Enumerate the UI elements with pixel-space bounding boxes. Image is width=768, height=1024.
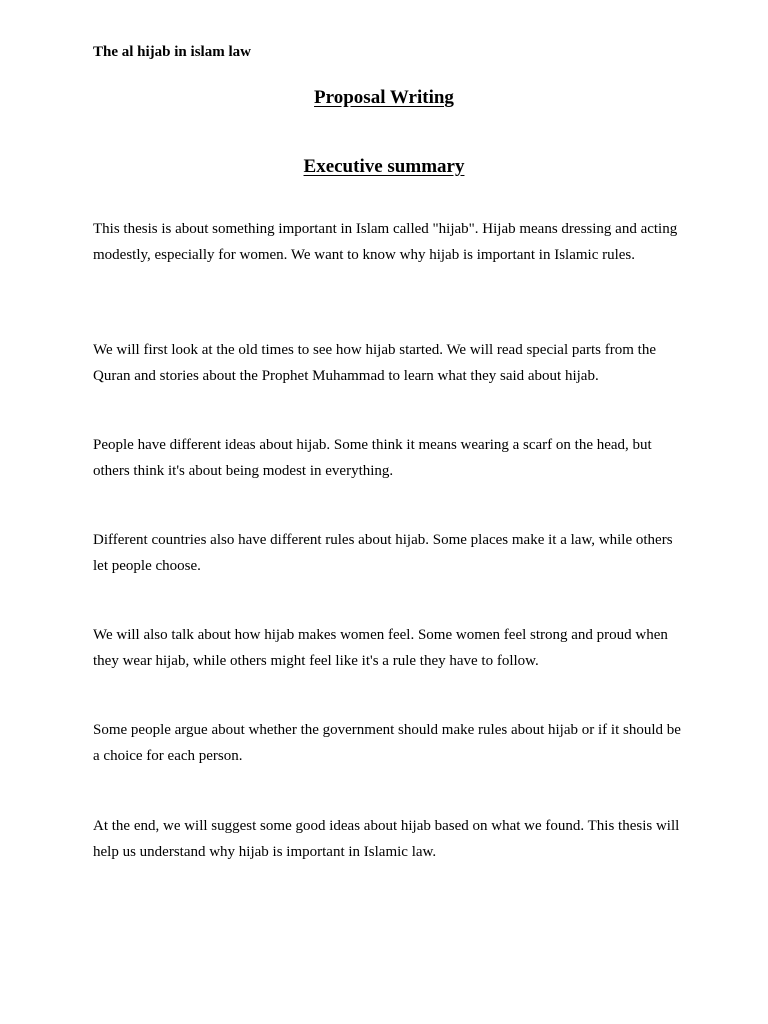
paragraph-7: At the end, we will suggest some good ideas about hijab based on what we found. This thesis will help us understand why hijab is important in Islamic law. <box>93 818 680 860</box>
paragraph-4: Different countries also have different rules about hijab. Some places make it a law, while others let people choose. <box>93 532 673 574</box>
section-heading: Executive summary <box>303 156 465 177</box>
paragraph-1: This thesis is about something important in Islam called "hijab". Hijab means dressing and acting modestly, especially for women. We want to know why hijab is important in Islamic rules. <box>93 221 678 263</box>
document-header-title: The al hijab in islam law <box>93 44 251 60</box>
paragraph-6: Some people argue about whether the government should make rules about hijab or if it should be a choice for each person. <box>93 722 681 764</box>
paragraph-5: We will also talk about how hijab makes women feel. Some women feel strong and proud when they wear hijab, while others might feel like it's a rule they have to follow. <box>93 627 668 669</box>
paragraph-2: We will first look at the old times to see how hijab started. We will read special parts from the Quran and stories about the Prophet Muhammad to learn what they said about hijab. <box>93 342 656 384</box>
page-title: Proposal Writing <box>314 87 454 108</box>
paragraph-3: People have different ideas about hijab. Some think it means wearing a scarf on the head, but others think it's about being modest in everything. <box>93 437 652 479</box>
